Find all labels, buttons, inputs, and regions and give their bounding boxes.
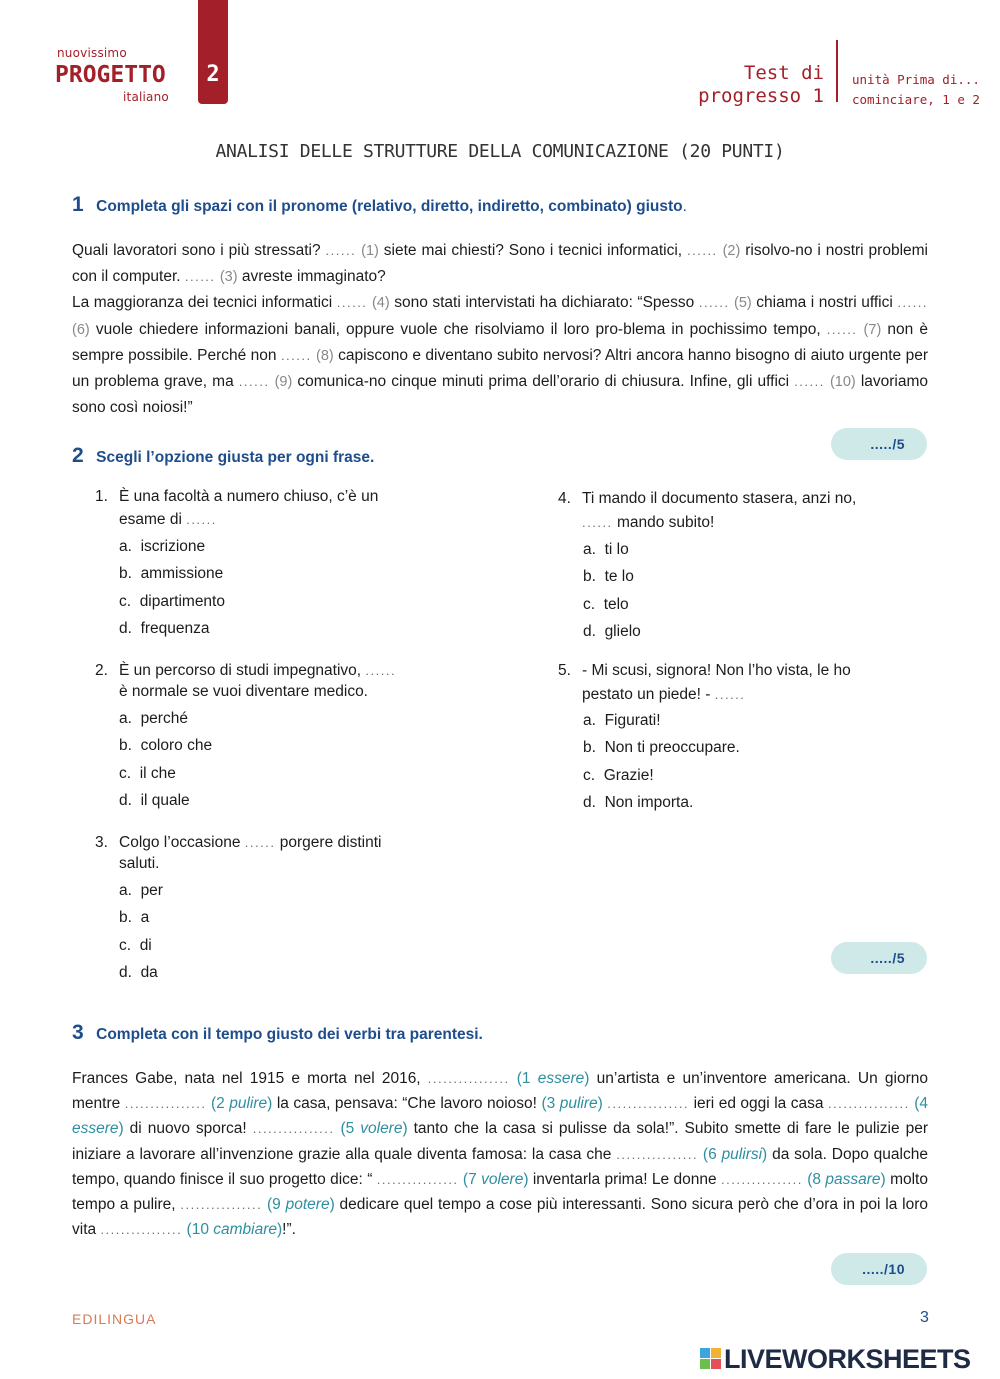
question-text: - Mi scusi, signora! Non l’ho vista, le ho	[582, 662, 851, 679]
blank-7[interactable]: ......	[826, 321, 858, 337]
logo-bottom-text: italiano	[123, 90, 169, 104]
verb-infinitive: cambiare	[213, 1221, 277, 1239]
blank-number: (5)	[734, 295, 752, 312]
question-2	[95, 660, 397, 700]
option-a[interactable]	[119, 880, 163, 907]
option-d[interactable]	[119, 962, 163, 989]
blank-6[interactable]: ......	[897, 295, 928, 311]
blank-number: (2)	[722, 243, 741, 259]
question-number: 2.	[95, 662, 108, 679]
answer-blank[interactable]: ......	[582, 515, 613, 530]
blank-number: (7)	[863, 321, 882, 338]
verb-hint: )	[267, 1095, 273, 1113]
option-letter: b.	[583, 568, 596, 586]
option-letter: b.	[119, 565, 132, 583]
blank-5[interactable]: ......	[698, 295, 730, 311]
question-1-options	[119, 536, 225, 645]
verb-hint: (5	[334, 1120, 361, 1138]
verb-blank-9[interactable]: ................	[180, 1197, 263, 1213]
verb-infinitive: essere	[537, 1070, 585, 1087]
option-c[interactable]	[583, 594, 641, 621]
option-b[interactable]	[119, 563, 225, 590]
option-letter: d.	[119, 963, 132, 981]
question-4	[558, 488, 857, 531]
test-title-line1: Test di	[743, 62, 824, 84]
verb-hint: (10	[182, 1221, 214, 1239]
logo-main-text: PROGETTO	[55, 62, 166, 88]
blank-8[interactable]: ......	[280, 347, 312, 363]
option-text: frequenza	[140, 619, 210, 637]
option-d[interactable]	[119, 618, 225, 645]
verb-hint: (1	[509, 1070, 538, 1087]
option-letter: b.	[119, 737, 132, 755]
volume-number: 2	[206, 62, 220, 87]
option-c[interactable]	[119, 935, 163, 962]
blank-number: (1)	[361, 243, 379, 259]
option-c[interactable]	[119, 591, 225, 618]
text-segment: dedicare quel tempo a cose più interessanti. Sono sicura però che d’ora in poi la loro vita	[72, 1196, 928, 1239]
verb-infinitive: volere	[481, 1170, 524, 1188]
option-text: a	[140, 909, 150, 927]
blank-3[interactable]: ......	[184, 269, 216, 285]
section3-number: 3	[72, 1021, 84, 1044]
answer-blank[interactable]: ......	[186, 512, 217, 527]
option-letter: a.	[583, 712, 596, 729]
verb-blank-3[interactable]: ................	[607, 1096, 690, 1112]
text-segment: !”.	[282, 1221, 296, 1239]
option-text: Figurati!	[604, 712, 661, 729]
option-letter: d.	[119, 791, 132, 809]
option-text: da	[140, 963, 158, 981]
option-text: glielo	[604, 622, 641, 640]
verb-hint: )	[597, 1095, 603, 1113]
question-3	[95, 832, 382, 872]
section1-paragraph	[72, 238, 928, 420]
option-text: di	[139, 936, 152, 954]
option-text: Non ti preoccupare.	[604, 739, 740, 757]
text-segment: Quali lavoratori sono i più stressati?	[72, 242, 326, 259]
verb-blank-2[interactable]: ................	[124, 1096, 207, 1112]
text-segment: non è sempre possibile. Perché non	[72, 320, 928, 364]
verb-infinitive: pulire	[559, 1095, 598, 1113]
answer-blank[interactable]: ......	[244, 835, 276, 850]
verb-hint: )	[277, 1221, 283, 1239]
text-segment: La maggioranza dei tecnici informatici	[72, 294, 337, 312]
verb-hint: )	[118, 1120, 124, 1138]
header-divider	[836, 40, 838, 102]
verb-hint: (2	[206, 1095, 230, 1113]
text-segment: lavoriamo sono così noiosi!”	[72, 373, 929, 417]
option-text: Grazie!	[603, 766, 654, 784]
page-title: ANALISI DELLE STRUTTURE DELLA COMUNICAZIONE (20 PUNTI)	[215, 141, 785, 162]
verb-hint: )	[762, 1145, 768, 1163]
text-segment: siete mai chiesti? Sono i tecnici informatici,	[378, 242, 687, 259]
option-letter: a.	[119, 538, 132, 555]
option-text: iscrizione	[140, 538, 206, 555]
verb-hint: (7	[458, 1170, 482, 1188]
option-letter: c.	[119, 592, 132, 610]
page-number: 3	[920, 1309, 929, 1326]
question-text: esame di	[119, 511, 187, 528]
answer-blank[interactable]: ......	[714, 687, 746, 702]
verb-infinitive: pulirsi	[721, 1145, 763, 1163]
unit-line2: cominciare, 1 e 2	[852, 92, 980, 107]
section1-number: 1	[72, 193, 84, 216]
option-letter: d.	[583, 793, 596, 811]
blank-9[interactable]: ......	[238, 374, 270, 390]
text-segment: vuole chiedere informazioni banali, oppure vuole che risolviamo il loro pro-blema in pochissimo tempo,	[89, 320, 827, 338]
option-letter: b.	[583, 739, 596, 757]
verb-hint: (6	[698, 1145, 722, 1163]
blank-number: (10)	[829, 374, 856, 391]
option-text: Non importa.	[604, 793, 694, 811]
section2-number: 2	[72, 444, 84, 467]
verb-infinitive: passare	[825, 1170, 881, 1188]
question-text: Colgo l’occasione	[119, 834, 245, 851]
option-a[interactable]	[583, 710, 740, 737]
verb-blank-8[interactable]: ................	[721, 1171, 803, 1187]
test-title-line2: progresso 1	[698, 85, 824, 107]
text-segment: comunica-no cinque minuti prima dell’orario di chiusura. Infine, gli uffici	[292, 373, 795, 391]
verb-blank-6[interactable]: ................	[616, 1146, 699, 1162]
section1-title-end: .	[682, 198, 687, 215]
answer-blank[interactable]: ......	[365, 663, 397, 678]
option-d[interactable]	[119, 790, 212, 817]
question-text: pestato un piede! -	[582, 686, 715, 703]
question-number: 4.	[558, 490, 571, 507]
unit-line1: unità Prima di...	[852, 72, 980, 87]
option-letter: d.	[583, 622, 596, 640]
option-letter: c.	[583, 595, 596, 613]
text-segment: tanto che la casa si pulisse da sola!”. Subito smette di fare le pulizie per iniziare a lavorare all’invenzione grazie alla quale diventa famosa: la casa che	[72, 1120, 928, 1163]
question-text: mando subito!	[612, 514, 715, 531]
liveworksheets-text: LIVEWORKSHEETS	[724, 1344, 971, 1374]
section1-heading	[72, 193, 687, 217]
verb-hint: )	[329, 1196, 335, 1214]
option-b[interactable]	[119, 907, 163, 934]
question-text: È un percorso di studi impegnativo,	[119, 662, 366, 679]
verb-hint: (9	[262, 1196, 286, 1214]
blank-number: (6)	[72, 321, 90, 338]
option-letter: c.	[583, 766, 596, 784]
option-letter: c.	[119, 936, 132, 954]
option-a[interactable]	[119, 536, 225, 563]
option-text: il che	[139, 764, 176, 782]
verb-hint: )	[880, 1170, 886, 1188]
blank-number: (8)	[316, 347, 334, 364]
option-letter: a.	[119, 710, 132, 727]
question-number: 3.	[95, 834, 108, 851]
blank-1[interactable]: ......	[325, 243, 357, 258]
question-4-options	[583, 539, 641, 648]
verb-blank-1[interactable]: ................	[427, 1071, 510, 1086]
text-segment: avreste immaginato?	[237, 268, 386, 286]
blank-number: (9)	[274, 374, 293, 391]
blank-number: (3)	[219, 269, 238, 286]
option-c[interactable]	[119, 763, 212, 790]
option-text: il quale	[140, 791, 190, 809]
verb-hint: )	[523, 1170, 529, 1188]
section2-heading	[72, 444, 374, 468]
logo-top-text: nuovissimo	[57, 46, 127, 60]
verb-hint: )	[584, 1070, 590, 1087]
verb-blank-10[interactable]: ................	[100, 1222, 183, 1238]
text-segment: sono stati intervistati ha dichiarato: “Spesso	[389, 294, 699, 312]
text-segment: inventarla prima! Le donne	[528, 1170, 722, 1188]
option-letter: c.	[119, 764, 132, 782]
question-text: Ti mando il documento stasera, anzi no,	[582, 490, 857, 507]
section2-title: Scegli l’opzione giusta per ogni frase.	[96, 449, 375, 466]
section3-heading	[72, 1021, 483, 1045]
option-b[interactable]	[583, 566, 641, 593]
option-letter: b.	[119, 909, 132, 927]
option-text: ammissione	[140, 565, 224, 583]
section3-title: Completa con il tempo giusto dei verbi tra parentesi.	[96, 1026, 483, 1043]
option-d[interactable]	[583, 792, 740, 819]
question-text: saluti.	[119, 855, 160, 872]
verb-hint: (3	[541, 1095, 560, 1113]
section3-score-badge: ...../10	[831, 1253, 927, 1285]
question-5	[558, 660, 851, 703]
option-d[interactable]	[583, 621, 641, 648]
section3-paragraph	[72, 1066, 928, 1242]
text-segment: capiscono e diventano subito nervosi? Altri ancora hanno bisogno di aiuto urgente per un problema grave, ma	[72, 346, 928, 391]
text-segment: risolvo-no i nostri problemi con il computer.	[72, 242, 928, 286]
option-text: perché	[140, 710, 188, 727]
blank-2[interactable]: ......	[687, 243, 718, 258]
question-number: 1.	[95, 488, 108, 505]
option-letter: a.	[583, 541, 596, 558]
blank-10[interactable]: ......	[794, 374, 825, 390]
verb-infinitive: pulire	[229, 1095, 268, 1113]
text-segment: chiama i nostri uffici	[751, 294, 898, 312]
option-c[interactable]	[583, 765, 740, 792]
option-letter: a.	[119, 882, 132, 899]
question-5-options	[583, 710, 740, 819]
verb-blank-5[interactable]: ................	[252, 1121, 335, 1137]
text-segment: Frances Gabe, nata nel 1915 e morta nel 2016,	[72, 1070, 428, 1087]
question-1	[95, 486, 379, 528]
option-text: ti lo	[604, 541, 629, 558]
option-text: dipartimento	[139, 592, 225, 610]
option-text: coloro che	[140, 737, 213, 755]
verb-hint: )	[402, 1120, 408, 1138]
question-3-options	[119, 880, 163, 989]
section1-title: Completa gli spazi con il pronome (relativo, diretto, indiretto, combinato) giusto	[96, 198, 683, 215]
verb-hint: (8	[802, 1170, 826, 1188]
option-text: telo	[603, 595, 629, 613]
unit-label	[852, 70, 980, 110]
section1-score-badge: ...../5	[831, 428, 927, 460]
option-letter: d.	[119, 619, 132, 637]
verb-infinitive: volere	[360, 1120, 403, 1138]
option-b[interactable]	[583, 737, 740, 764]
option-text: per	[140, 882, 163, 899]
question-text: è normale se vuoi diventare medico.	[119, 683, 368, 700]
text-segment: di nuovo sporca!	[123, 1120, 253, 1138]
text-segment: la casa, pensava: “Che lavoro noioso!	[272, 1095, 542, 1113]
blank-number: (4)	[371, 295, 390, 312]
verb-infinitive: essere	[72, 1120, 119, 1138]
option-text: te lo	[604, 568, 634, 586]
option-a[interactable]	[119, 708, 212, 735]
text-segment: molto tempo a pulire,	[72, 1170, 928, 1214]
verb-blank-4[interactable]: ................	[827, 1096, 910, 1112]
blank-4[interactable]: ......	[336, 295, 368, 311]
publisher-logo: EDILINGUA	[72, 1311, 157, 1327]
option-a[interactable]	[583, 539, 641, 566]
volume-tab	[198, 0, 228, 104]
question-text: È una facoltà a numero chiuso, c’è un	[119, 488, 379, 505]
verb-hint: (4	[909, 1095, 929, 1113]
question-number: 5.	[558, 662, 571, 679]
question-2-options	[119, 708, 212, 817]
option-b[interactable]	[119, 735, 212, 762]
verb-infinitive: potere	[285, 1196, 330, 1214]
text-segment: un’artista e un’inventore americana. Un giorno mentre	[72, 1070, 928, 1113]
text-segment: ieri ed oggi la casa	[689, 1095, 828, 1113]
text-segment: da sola. Dopo qualche tempo, quando finisce il suo progetto dice: “	[72, 1145, 928, 1188]
question-text: porgere distinti	[275, 834, 382, 851]
liveworksheets-icon	[700, 1348, 722, 1370]
section2-score-badge: ...../5	[831, 942, 927, 974]
verb-blank-7[interactable]: ................	[376, 1171, 459, 1187]
